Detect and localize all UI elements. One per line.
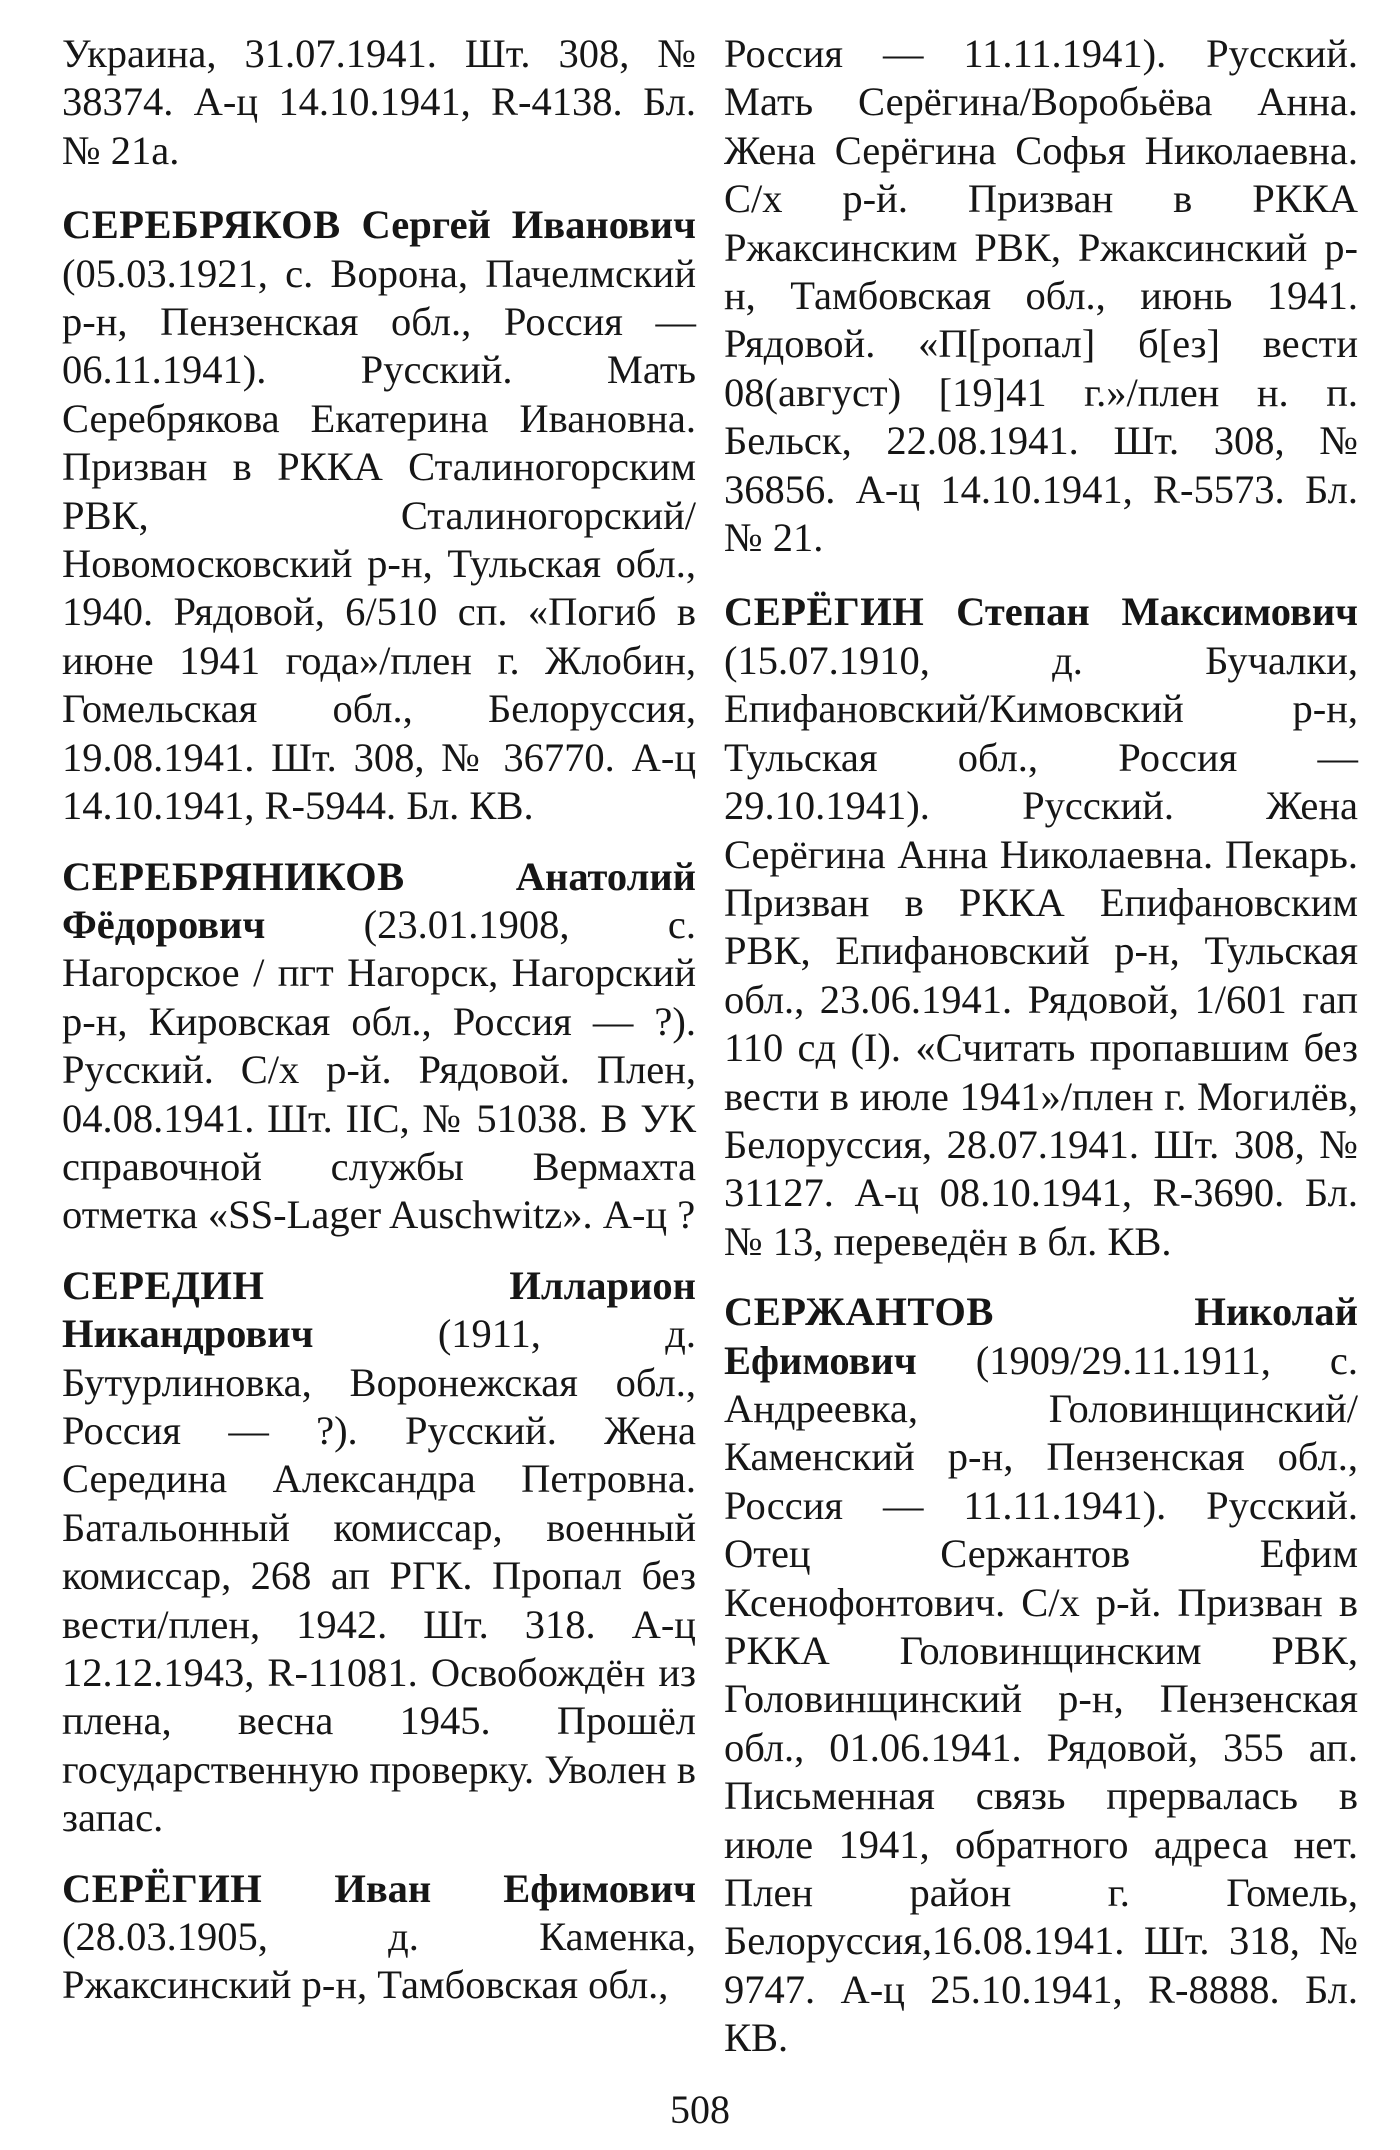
entry-serzhantov-nikolay <box>724 1288 1358 2063</box>
entry-seregin-stepan <box>724 588 1358 1266</box>
entry-surname: СЕРЕБРЯНИКОВ <box>62 853 405 899</box>
left-column <box>62 30 696 2032</box>
entry-given-name: Николай Ефимович <box>724 1289 1358 1383</box>
entry-text: (1909/29.11.1911, с. Андреевка, Головинщинский/ Каменский р-н, Пензенская обл., Россия — 11.11.1941). Русский. Отец Сержантов Ефим Ксенофонтович. С/х р-й. Призван в РККА Головинщинским РВК, Головинщинский р-н, Пензенская обл., 01.06.1941. Рядовой, 355 ап. Письменная связь прервалась в июле 1941, обратного адреса нет. Плен район г. Гомель, Белоруссия,16.08.1941. Шт. 318, № 9747. А-ц 25.10.1941, R-8888. Бл. КВ. <box>724 1337 1358 2061</box>
entry-surname: СЕРЕДИН <box>62 1262 265 1308</box>
entry-text: (05.03.1921, с. Ворона, Пачелмский р-н, Пензенская обл., Россия — 06.11.1941). Русский. Мать Серебрякова Екатерина Ивановна. Призван в РККА Сталиногорским РВК, Сталиногорский/Новомосковский р-н, Тульская обл., 1940. Рядовой, 6/510 сп. «Погиб в июне 1941 года»/плен г. Жлобин, Гомельская обл., Белоруссия, 19.08.1941. Шт. 308, № 36770. А-ц 14.10.1941, R-5944. Бл. КВ. <box>62 250 696 829</box>
entry-given-name: Илларион Никандрович <box>62 1262 696 1357</box>
entry-seredin-illarion <box>62 1262 696 1843</box>
entry-given-name: Иван Ефимович <box>334 1865 696 1911</box>
page-number: 508 <box>670 2087 730 2132</box>
entry-text: (28.03.1905, д. Каменка, Ржаксинский р-н, Тамбовская обл., <box>62 1914 696 2008</box>
entry-text: (1911, д. Бутурлиновка, Воронежская обл., Россия — ?). Русский. Жена Середина Александра Петровна. Батальонный комиссар, военный комиссар, 268 ап РГК. Пропал без вести/плен, 1942. Шт. 318. А-ц 12.12.1943, R-11081. Освобождён из плена, весна 1945. Прошёл государственную проверку. Уволен в запас. <box>62 1311 697 1841</box>
entry-continuation <box>724 30 1358 562</box>
right-column <box>724 30 1358 2085</box>
entry-given-name: Анатолий Фёдорович <box>62 853 696 947</box>
entry-seregin-ivan <box>62 1865 696 2010</box>
entry-text: (15.07.1910, д. Бучалки, Епифановский/Кимовский р-н, Тульская обл., Россия — 29.10.1941). Русский. Жена Серёгина Анна Николаевна. Пекарь. Призван в РККА Епифановским РВК, Епифановский р-н, Тульская обл., 23.06.1941. Рядовой, 1/601 гап 110 сд (I). «Считать пропавшим без вести в июле 1941»/плен г. Могилёв, Белоруссия, 28.07.1941. Шт. 308, № 31127. А-ц 08.10.1941, R-3690. Бл. № 13, переведён в бл. КВ. <box>724 637 1358 1264</box>
entry-surname: СЕРЖАНТОВ <box>724 1289 994 1335</box>
entry-surname: СЕРЕБРЯКОВ <box>62 202 341 248</box>
entry-text: Россия — 11.11.1941). Русский. Мать Серёгина/Воробьёва Анна. Жена Серёгина Софья Николаевна. С/х р-й. Призван в РККА Ржаксинским РВК, Ржаксинский р-н, Тамбовская обл., июнь 1941. Рядовой. «П[ропал] б[ез] вести 08(август) [19]41 г.»/плен н. п. Бельск, 22.08.1941. Шт. 308, № 36856. А-ц 14.10.1941, R-5573. Бл. № 21. <box>724 31 1358 561</box>
entry-text: (23.01.1908, с. Нагорское / пгт Нагорск, Нагорский р-н, Кировская обл., Россия — ?). Русский. С/х р-й. Рядовой. Плен, 04.08.1941. Шт. IIC, № 51038. В УК справочной службы Вермахта отметка «SS-Lager Auschwitz». А-ц ? <box>62 901 696 1238</box>
entry-serebryakov-sergey <box>62 201 696 830</box>
entry-surname: СЕРЁГИН <box>62 1865 263 1911</box>
entry-continuation <box>62 30 696 175</box>
entry-serebryanikov-anatoly <box>62 853 696 1240</box>
entry-given-name: Сергей Иванович <box>361 202 696 248</box>
entry-given-name: Степан Максимович <box>956 589 1358 635</box>
entry-surname: СЕРЁГИН <box>724 589 925 635</box>
entry-text: Украина, 31.07.1941. Шт. 308, № 38374. А-ц 14.10.1941, R-4138. Бл. № 21а. <box>62 31 696 173</box>
